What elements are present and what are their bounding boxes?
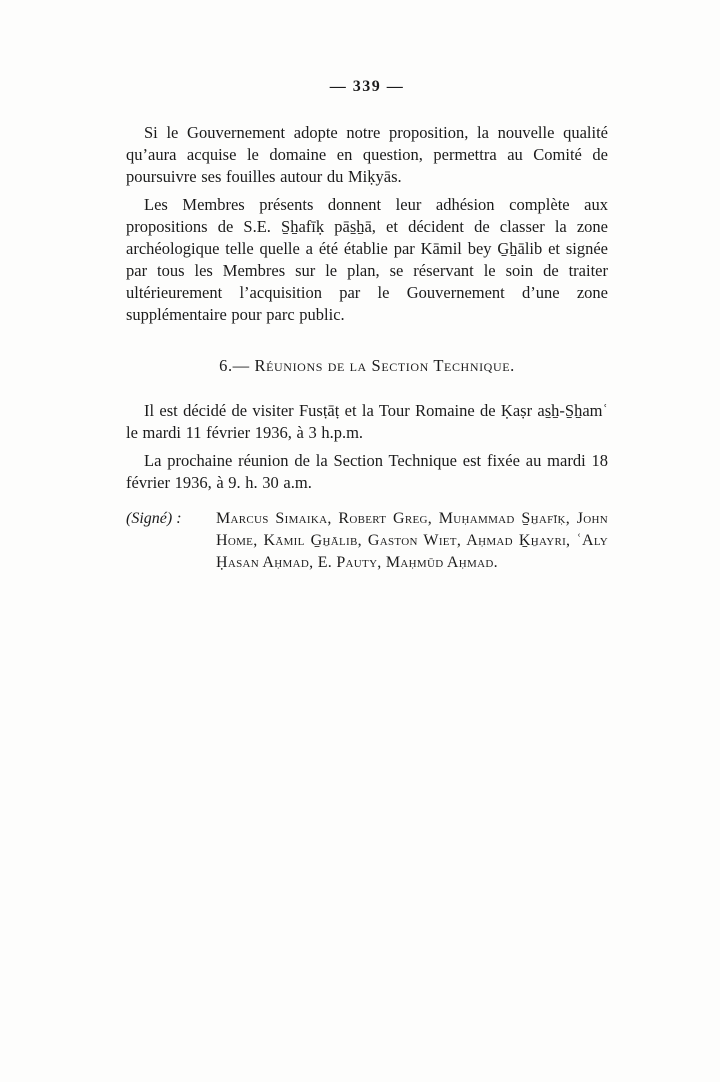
signature-block (126, 508, 608, 574)
paragraph-visite: Il est décidé de visiter Fusṭāṭ et la Tour Romaine de Ḳaṣr as̱ẖ-S̱ẖamʿ le mardi 11 février 1936, à 3 h.p.m. (126, 401, 608, 442)
paragraph-adhesion: Les Membres présents donnent leur adhésion complète aux propositions de S.E. S̱ẖafīḳ pās̱ẖā, et décident de classer la zone archéologique telle quelle a été établie par Kāmil bey G̱ẖālib et signée par tous les Membres sur le plan, se réservant le soin de traiter ultérieurement l’acquisition par le Gouvernement d’une zone supplémentaire pour parc public. (126, 195, 608, 324)
section-heading: 6.— Réunions de la Section Technique. (219, 356, 515, 375)
page-number: — 339 — (329, 78, 405, 95)
signature-names: Marcus Simaika, Robert Greg, Muḥammad S̱ẖafīḳ, John Home, Kāmil G̱ẖālib, Gaston Wiet, Aḥmad Ḵẖayri, ʿAly Ḥasan Aḥmad, E. Pauty, Maḥmūd Aḥmad. (216, 510, 608, 571)
paragraph-prochaine-reunion: La prochaine réunion de la Section Technique est fixée au mardi 18 février 1936, à 9. h. 30 a.m. (126, 451, 608, 492)
signature-label: (Signé) : (126, 510, 182, 527)
paragraph-proposition: Si le Gouvernement adopte notre proposition, la nouvelle qualité qu’aura acquise le domaine en question, permettra au Comité de poursuivre ses fouilles autour du Miḳyās. (126, 123, 608, 186)
